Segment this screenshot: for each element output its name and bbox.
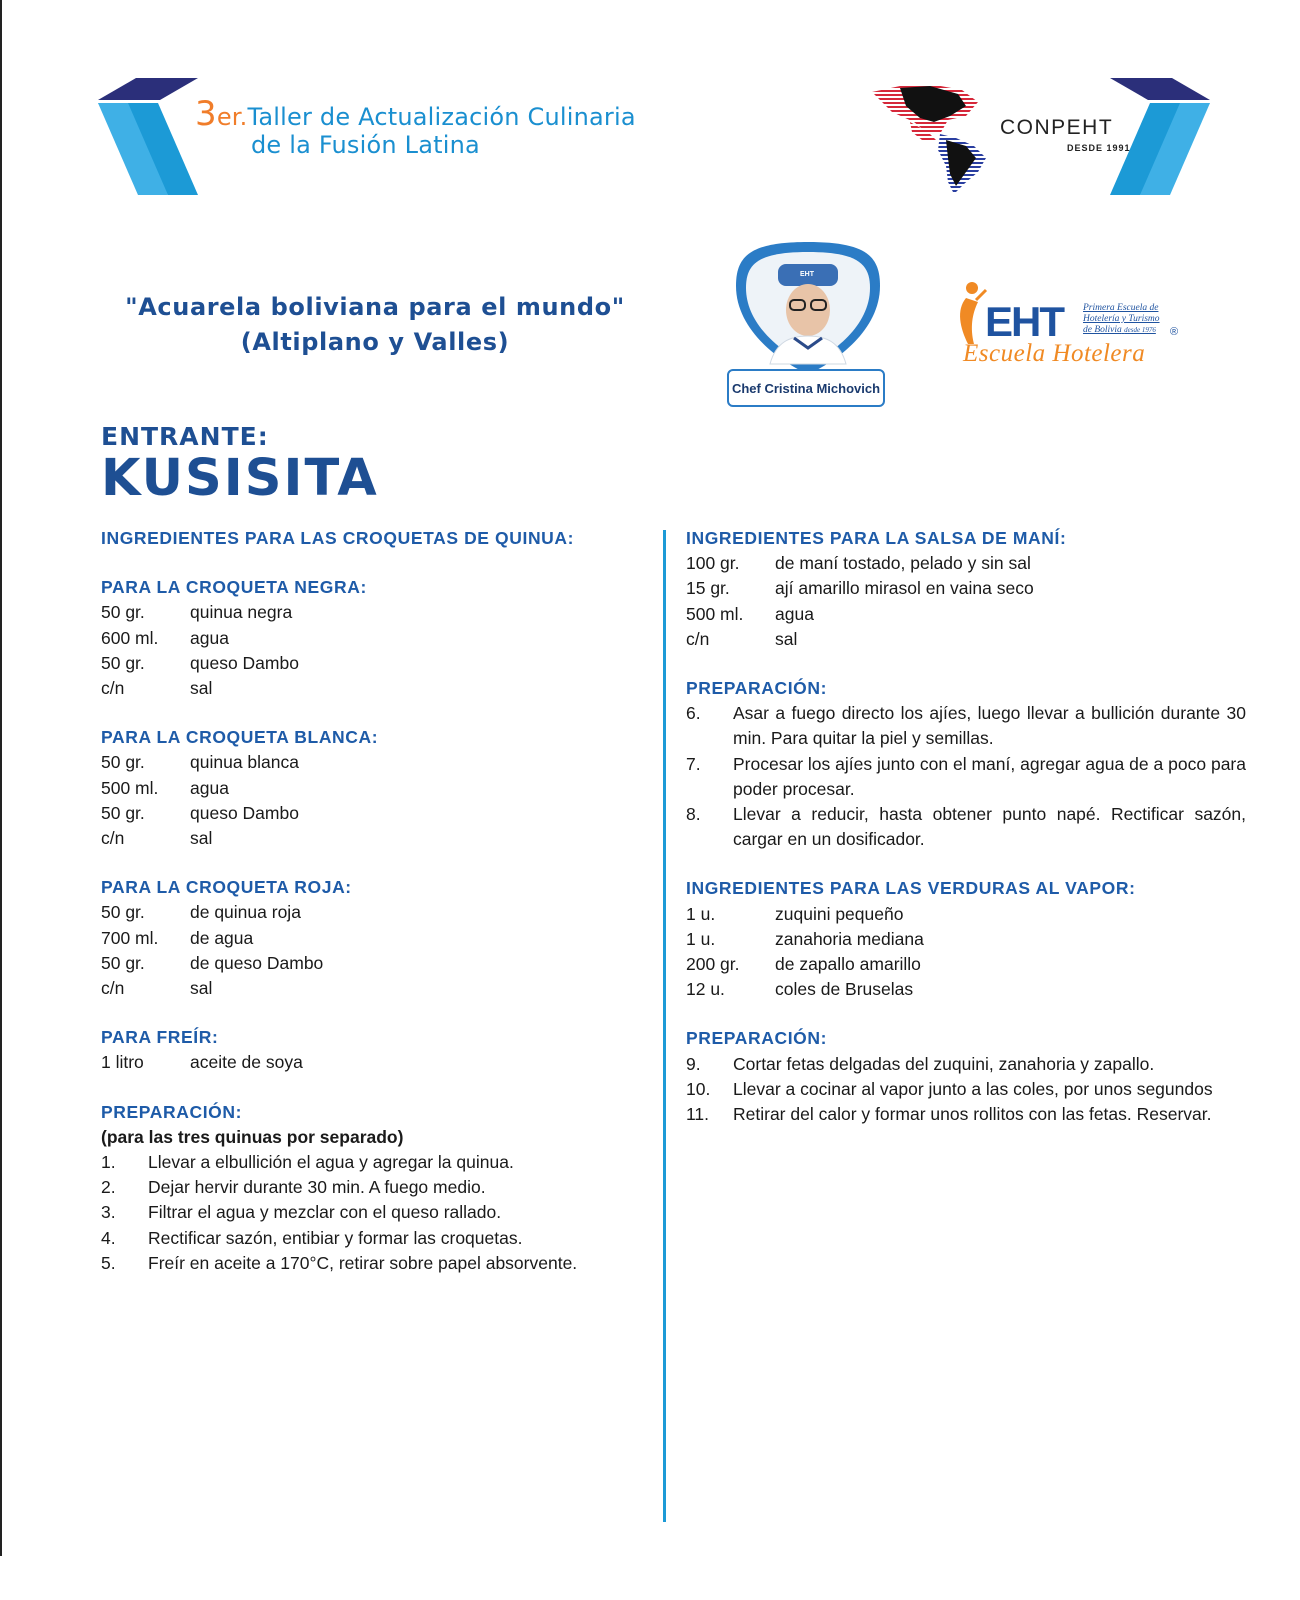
ingredient-name: ají amarillo mirasol en vaina seco [775, 578, 1034, 599]
ingredient-qty: 500 ml. [686, 603, 744, 624]
eht-letters: EHT [985, 298, 1063, 345]
ingredient-qty: 1 litro [101, 1052, 144, 1073]
ingredient-row [686, 977, 1246, 1002]
ingredient-name: aceite de soya [190, 1052, 303, 1073]
ingredient-name: sal [190, 828, 213, 849]
prep-step [101, 1150, 661, 1175]
eht-tagline [1083, 303, 1160, 336]
ingredient-row [101, 651, 661, 676]
ingredient-qty: 1 u. [686, 928, 716, 949]
chef-photo [730, 238, 886, 378]
ingredient-qty: 500 ml. [101, 777, 159, 798]
ingredient-name: de zapallo amarillo [775, 954, 921, 975]
prep-step [686, 1077, 1246, 1102]
ingredient-row [101, 801, 661, 826]
prep-step [101, 1175, 661, 1200]
step-number: 5. [101, 1252, 116, 1273]
ingredient-qty: 50 gr. [101, 602, 145, 623]
step-number: 11. [686, 1104, 710, 1125]
section-heading: PARA LA CROQUETA NEGRA: [101, 577, 367, 598]
eht-tagline-since: desde 1976 [1124, 326, 1156, 334]
ingredient-name: de quinua roja [190, 902, 301, 923]
subtitle-line2: (Altiplano y Valles) [240, 328, 510, 356]
ingredient-row [101, 926, 661, 951]
workshop-number: 3 [195, 94, 217, 134]
ingredient-name: quinua blanca [190, 752, 299, 773]
ingredient-name: zanahoria mediana [775, 928, 924, 949]
ingredient-row [686, 952, 1246, 977]
ingredient-row [101, 676, 661, 701]
americas-map-logo [870, 82, 1000, 194]
page-left-border [0, 0, 2, 1556]
ingredient-name: sal [775, 628, 798, 649]
chef-cap-text: EHT [800, 271, 814, 278]
ingredient-name: quinua negra [190, 602, 293, 623]
ingredient-qty: 15 gr. [686, 578, 730, 599]
ingredient-row [686, 602, 1246, 627]
step-text: Llevar a cocinar al vapor junto a las coles, por unos segundos [733, 1078, 1213, 1099]
ingredient-name: de queso Dambo [190, 952, 324, 973]
ingredient-qty: 50 gr. [101, 802, 145, 823]
ingredient-row [686, 627, 1246, 652]
prep-subheading: (para las tres quinuas por separado) [101, 1126, 404, 1147]
step-text: Llevar a elbullición el agua y agregar la quinua. [148, 1152, 514, 1173]
course-label: ENTRANTE: [101, 422, 269, 451]
workshop-title-line2: de la Fusión Latina [251, 131, 480, 159]
section-heading: INGREDIENTES PARA LAS CROQUETAS DE QUINUA: [101, 528, 575, 548]
conpeht-since: DESDE 1991 [1067, 143, 1131, 153]
ingredient-qty: 50 gr. [101, 952, 145, 973]
step-number: 10. [686, 1078, 711, 1099]
ingredient-name: coles de Bruselas [775, 979, 914, 1000]
ingredient-row [101, 750, 661, 775]
ingredient-qty: 50 gr. [101, 902, 145, 923]
section-heading: PREPARACIÓN: [101, 1101, 243, 1122]
section-heading: PREPARACIÓN: [686, 1028, 828, 1049]
ingredient-qty: c/n [686, 628, 710, 649]
step-number: 4. [101, 1227, 116, 1248]
ingredient-qty: 100 gr. [686, 553, 740, 574]
column-divider [663, 530, 666, 1522]
ingredient-qty: 600 ml. [101, 627, 159, 648]
step-text: Filtrar el agua y mezclar con el queso rallado. [148, 1202, 502, 1223]
ingredient-name: de agua [190, 927, 254, 948]
section-heading: PARA FREÍR: [101, 1027, 219, 1048]
ingredient-name: queso Dambo [190, 802, 299, 823]
ingredient-qty: c/n [101, 828, 125, 849]
conpeht-name: CONPEHT [1000, 116, 1114, 139]
workshop-title-line1: Taller de Actualización Culinaria [247, 103, 636, 131]
step-text: Retirar del calor y formar unos rollitos con las fetas. Reservar. [733, 1104, 1212, 1125]
ingredient-qty: 200 gr. [686, 954, 740, 975]
ingredient-qty: 50 gr. [101, 752, 145, 773]
prep-step [101, 1251, 661, 1276]
step-text: Freír en aceite a 170°C, retirar sobre papel absorvente. [148, 1252, 578, 1273]
prep-step [686, 752, 1246, 802]
right-column [686, 526, 1246, 1127]
ingredient-name: queso Dambo [190, 652, 299, 673]
ingredient-row [686, 551, 1246, 576]
ingredient-row [101, 600, 661, 625]
section-heading: PARA LA CROQUETA BLANCA: [101, 727, 379, 748]
step-number: 2. [101, 1177, 116, 1198]
step-text: Rectificar sazón, entibiar y formar las croquetas. [148, 1227, 523, 1248]
chef-name-badge: Chef Cristina Michovich [727, 369, 885, 407]
step-number: 8. [686, 804, 701, 825]
ingredient-qty: 12 u. [686, 979, 725, 1000]
eht-tagline-line2: Hotelería y Turismo [1083, 314, 1160, 324]
step-number: 6. [686, 703, 701, 724]
eht-tagline-line3: de Bolivia [1083, 325, 1122, 335]
ingredient-row [101, 1050, 661, 1075]
ingredient-name: agua [190, 777, 229, 798]
prep-step [101, 1226, 661, 1251]
step-number: 7. [686, 753, 701, 774]
ingredient-name: zuquini pequeño [775, 903, 904, 924]
ingredient-qty: 1 u. [686, 903, 716, 924]
ingredient-name: de maní tostado, pelado y sin sal [775, 553, 1031, 574]
section-heading: INGREDIENTES PARA LA SALSA DE MANÍ: [686, 528, 1067, 548]
ingredient-qty: c/n [101, 978, 125, 999]
step-text: Asar a fuego directo los ajíes, luego llevar a bullición durante 30 min. Para quitar la piel y semillas. [733, 703, 1246, 749]
ingredient-row [101, 951, 661, 976]
section-heading: PREPARACIÓN: [686, 678, 828, 699]
ingredient-qty: 700 ml. [101, 927, 159, 948]
ingredient-name: sal [190, 678, 213, 699]
workshop-chevron-logo [98, 78, 208, 196]
step-text: Llevar a reducir, hasta obtener punto napé. Rectificar sazón, cargar en un dosificador. [733, 804, 1246, 850]
event-subtitle [110, 290, 640, 360]
ingredient-qty: 50 gr. [101, 652, 145, 673]
left-column [101, 526, 661, 1276]
workshop-title [195, 94, 636, 159]
ingredient-name: agua [190, 627, 229, 648]
ingredient-row [101, 900, 661, 925]
ingredient-row [101, 776, 661, 801]
ingredient-row [686, 902, 1246, 927]
prep-step [686, 701, 1246, 751]
step-number: 1. [101, 1152, 116, 1173]
step-text: Dejar hervir durante 30 min. A fuego medio. [148, 1177, 486, 1198]
chef-figure-icon [952, 280, 988, 346]
step-number: 9. [686, 1053, 701, 1074]
step-number: 3. [101, 1202, 116, 1223]
ingredient-row [686, 927, 1246, 952]
registered-mark: ® [1170, 326, 1179, 338]
section-heading: PARA LA CROQUETA ROJA: [101, 877, 352, 898]
prep-step [686, 1102, 1246, 1127]
subtitle-line1: "Acuarela boliviana para el mundo" [125, 293, 625, 321]
eht-school-name: Escuela Hotelera [963, 340, 1146, 367]
ingredient-qty: c/n [101, 678, 125, 699]
workshop-number-suffix: er. [216, 103, 248, 131]
ingredient-row [101, 976, 661, 1001]
step-text: Cortar fetas delgadas del zuquini, zanahoria y zapallo. [733, 1053, 1155, 1074]
section-heading: INGREDIENTES PARA LAS VERDURAS AL VAPOR: [686, 878, 1136, 899]
prep-step [101, 1200, 661, 1225]
ingredient-row [101, 626, 661, 651]
right-chevron-logo [1100, 78, 1210, 196]
dish-name: KUSISITA [101, 449, 379, 508]
eht-tagline-line1: Primera Escuela de [1083, 303, 1159, 313]
step-text: Procesar los ajíes junto con el maní, agregar agua de a poco para poder procesar. [733, 753, 1246, 799]
prep-step [686, 802, 1246, 852]
ingredient-name: agua [775, 603, 814, 624]
ingredient-name: sal [190, 978, 213, 999]
ingredient-row [686, 576, 1246, 601]
prep-step [686, 1052, 1246, 1077]
ingredient-row [101, 826, 661, 851]
